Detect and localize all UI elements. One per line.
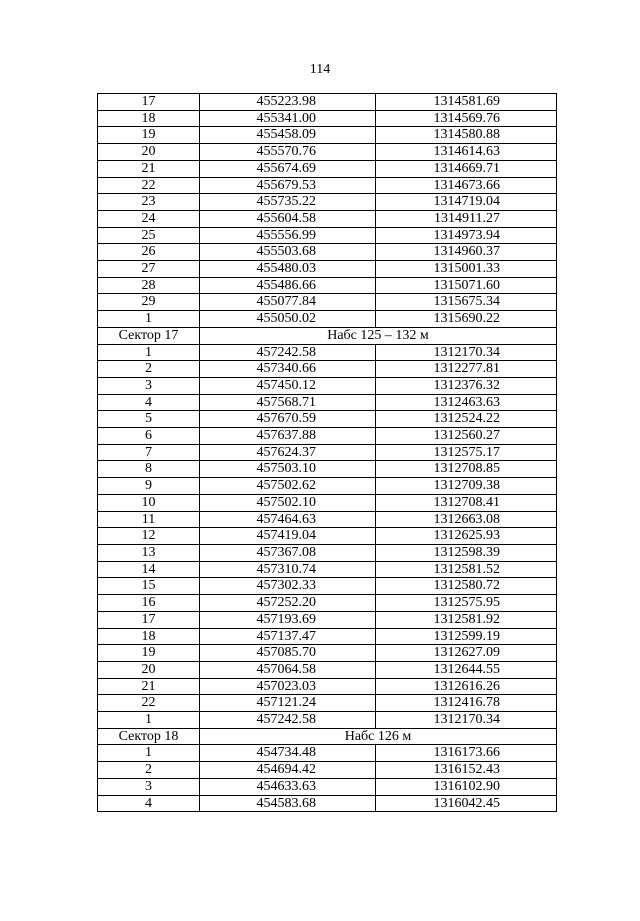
table-row	[98, 261, 557, 278]
point-number-cell: 22	[98, 177, 200, 194]
elevation-label: Набс 126 м	[200, 728, 557, 745]
point-number-cell: 2	[98, 361, 200, 378]
table-row	[98, 277, 557, 294]
x-coordinate-cell: 457340.66	[200, 361, 376, 378]
x-coordinate-cell: 457252.20	[200, 595, 376, 612]
point-number-cell: 15	[98, 578, 200, 595]
table-row	[98, 494, 557, 511]
table-row	[98, 611, 557, 628]
x-coordinate-cell: 455570.76	[200, 144, 376, 161]
point-number-cell: 6	[98, 428, 200, 445]
sector-header-row	[98, 728, 557, 745]
table-row	[98, 361, 557, 378]
x-coordinate-cell: 457242.58	[200, 344, 376, 361]
x-coordinate-cell: 455604.58	[200, 210, 376, 227]
y-coordinate-cell: 1312616.26	[376, 678, 557, 695]
table-row	[98, 227, 557, 244]
point-number-cell: 21	[98, 678, 200, 695]
point-number-cell: 4	[98, 795, 200, 812]
point-number-cell: 22	[98, 695, 200, 712]
x-coordinate-cell: 457310.74	[200, 561, 376, 578]
x-coordinate-cell: 457023.03	[200, 678, 376, 695]
x-coordinate-cell: 457302.33	[200, 578, 376, 595]
x-coordinate-cell: 455556.99	[200, 227, 376, 244]
coordinates-table	[97, 93, 557, 812]
table-row	[98, 411, 557, 428]
point-number-cell: 1	[98, 344, 200, 361]
x-coordinate-cell: 455223.98	[200, 94, 376, 111]
y-coordinate-cell: 1314669.71	[376, 160, 557, 177]
table-row	[98, 210, 557, 227]
y-coordinate-cell: 1314614.63	[376, 144, 557, 161]
table-row	[98, 377, 557, 394]
y-coordinate-cell: 1312599.19	[376, 628, 557, 645]
table-row	[98, 344, 557, 361]
x-coordinate-cell: 457367.08	[200, 544, 376, 561]
point-number-cell: 17	[98, 94, 200, 111]
y-coordinate-cell: 1312170.34	[376, 712, 557, 729]
x-coordinate-cell: 455050.02	[200, 311, 376, 328]
y-coordinate-cell: 1315001.33	[376, 261, 557, 278]
y-coordinate-cell: 1316173.66	[376, 745, 557, 762]
table-row	[98, 678, 557, 695]
x-coordinate-cell: 457624.37	[200, 444, 376, 461]
table-row	[98, 745, 557, 762]
x-coordinate-cell: 457085.70	[200, 645, 376, 662]
y-coordinate-cell: 1312644.55	[376, 661, 557, 678]
table-row	[98, 294, 557, 311]
table-row	[98, 461, 557, 478]
y-coordinate-cell: 1312627.09	[376, 645, 557, 662]
table-row	[98, 528, 557, 545]
point-number-cell: 16	[98, 595, 200, 612]
y-coordinate-cell: 1314719.04	[376, 194, 557, 211]
y-coordinate-cell: 1314911.27	[376, 210, 557, 227]
x-coordinate-cell: 455735.22	[200, 194, 376, 211]
table-row	[98, 127, 557, 144]
x-coordinate-cell: 457637.88	[200, 428, 376, 445]
point-number-cell: 19	[98, 645, 200, 662]
x-coordinate-cell: 457568.71	[200, 394, 376, 411]
table-row	[98, 762, 557, 779]
point-number-cell: 9	[98, 478, 200, 495]
y-coordinate-cell: 1312625.93	[376, 528, 557, 545]
sector-label: Сектор 18	[98, 728, 200, 745]
x-coordinate-cell: 454583.68	[200, 795, 376, 812]
point-number-cell: 8	[98, 461, 200, 478]
x-coordinate-cell: 457502.10	[200, 494, 376, 511]
x-coordinate-cell: 455077.84	[200, 294, 376, 311]
x-coordinate-cell: 455341.00	[200, 110, 376, 127]
y-coordinate-cell: 1312709.38	[376, 478, 557, 495]
x-coordinate-cell: 455679.53	[200, 177, 376, 194]
point-number-cell: 5	[98, 411, 200, 428]
table-row	[98, 628, 557, 645]
y-coordinate-cell: 1314960.37	[376, 244, 557, 261]
y-coordinate-cell: 1312708.85	[376, 461, 557, 478]
table-row	[98, 712, 557, 729]
y-coordinate-cell: 1312376.32	[376, 377, 557, 394]
point-number-cell: 20	[98, 144, 200, 161]
point-number-cell: 23	[98, 194, 200, 211]
x-coordinate-cell: 455458.09	[200, 127, 376, 144]
table-row	[98, 645, 557, 662]
table-row	[98, 595, 557, 612]
x-coordinate-cell: 455674.69	[200, 160, 376, 177]
y-coordinate-cell: 1316102.90	[376, 778, 557, 795]
x-coordinate-cell: 457419.04	[200, 528, 376, 545]
y-coordinate-cell: 1314581.69	[376, 94, 557, 111]
point-number-cell: 18	[98, 110, 200, 127]
point-number-cell: 29	[98, 294, 200, 311]
table-row	[98, 578, 557, 595]
y-coordinate-cell: 1312524.22	[376, 411, 557, 428]
x-coordinate-cell: 457193.69	[200, 611, 376, 628]
y-coordinate-cell: 1312575.17	[376, 444, 557, 461]
point-number-cell: 10	[98, 494, 200, 511]
elevation-label: Набс 125 – 132 м	[200, 327, 557, 344]
table-row	[98, 561, 557, 578]
table-row	[98, 160, 557, 177]
x-coordinate-cell: 457502.62	[200, 478, 376, 495]
point-number-cell: 7	[98, 444, 200, 461]
point-number-cell: 12	[98, 528, 200, 545]
sector-label: Сектор 17	[98, 327, 200, 344]
x-coordinate-cell: 454694.42	[200, 762, 376, 779]
y-coordinate-cell: 1314569.76	[376, 110, 557, 127]
sector-header-row	[98, 327, 557, 344]
y-coordinate-cell: 1312463.63	[376, 394, 557, 411]
y-coordinate-cell: 1314673.66	[376, 177, 557, 194]
table-row	[98, 144, 557, 161]
x-coordinate-cell: 455480.03	[200, 261, 376, 278]
point-number-cell: 2	[98, 762, 200, 779]
page-number: 114	[309, 62, 331, 77]
y-coordinate-cell: 1312581.92	[376, 611, 557, 628]
table-row	[98, 244, 557, 261]
point-number-cell: 3	[98, 377, 200, 394]
y-coordinate-cell: 1314580.88	[376, 127, 557, 144]
x-coordinate-cell: 457064.58	[200, 661, 376, 678]
y-coordinate-cell: 1315690.22	[376, 311, 557, 328]
y-coordinate-cell: 1312560.27	[376, 428, 557, 445]
table-row	[98, 478, 557, 495]
x-coordinate-cell: 455503.68	[200, 244, 376, 261]
table-row	[98, 194, 557, 211]
point-number-cell: 19	[98, 127, 200, 144]
y-coordinate-cell: 1312581.52	[376, 561, 557, 578]
table-row	[98, 661, 557, 678]
x-coordinate-cell: 455486.66	[200, 277, 376, 294]
point-number-cell: 25	[98, 227, 200, 244]
point-number-cell: 28	[98, 277, 200, 294]
y-coordinate-cell: 1312416.78	[376, 695, 557, 712]
table-row	[98, 394, 557, 411]
y-coordinate-cell: 1316152.43	[376, 762, 557, 779]
table-row	[98, 177, 557, 194]
point-number-cell: 27	[98, 261, 200, 278]
point-number-cell: 18	[98, 628, 200, 645]
y-coordinate-cell: 1315675.34	[376, 294, 557, 311]
point-number-cell: 14	[98, 561, 200, 578]
y-coordinate-cell: 1312277.81	[376, 361, 557, 378]
table-row	[98, 544, 557, 561]
y-coordinate-cell: 1312575.95	[376, 595, 557, 612]
table-row	[98, 94, 557, 111]
y-coordinate-cell: 1312663.08	[376, 511, 557, 528]
table-row	[98, 695, 557, 712]
point-number-cell: 20	[98, 661, 200, 678]
x-coordinate-cell: 457450.12	[200, 377, 376, 394]
y-coordinate-cell: 1316042.45	[376, 795, 557, 812]
point-number-cell: 1	[98, 311, 200, 328]
x-coordinate-cell: 457242.58	[200, 712, 376, 729]
point-number-cell: 1	[98, 712, 200, 729]
x-coordinate-cell: 457121.24	[200, 695, 376, 712]
point-number-cell: 11	[98, 511, 200, 528]
table-row	[98, 428, 557, 445]
point-number-cell: 4	[98, 394, 200, 411]
x-coordinate-cell: 454734.48	[200, 745, 376, 762]
point-number-cell: 3	[98, 778, 200, 795]
y-coordinate-cell: 1314973.94	[376, 227, 557, 244]
x-coordinate-cell: 457464.63	[200, 511, 376, 528]
x-coordinate-cell: 457137.47	[200, 628, 376, 645]
point-number-cell: 26	[98, 244, 200, 261]
table-row	[98, 795, 557, 812]
point-number-cell: 24	[98, 210, 200, 227]
y-coordinate-cell: 1312708.41	[376, 494, 557, 511]
x-coordinate-cell: 457670.59	[200, 411, 376, 428]
x-coordinate-cell: 454633.63	[200, 778, 376, 795]
table-row	[98, 778, 557, 795]
y-coordinate-cell: 1312598.39	[376, 544, 557, 561]
point-number-cell: 13	[98, 544, 200, 561]
y-coordinate-cell: 1312580.72	[376, 578, 557, 595]
point-number-cell: 1	[98, 745, 200, 762]
point-number-cell: 21	[98, 160, 200, 177]
point-number-cell: 17	[98, 611, 200, 628]
y-coordinate-cell: 1312170.34	[376, 344, 557, 361]
y-coordinate-cell: 1315071.60	[376, 277, 557, 294]
table-row	[98, 444, 557, 461]
x-coordinate-cell: 457503.10	[200, 461, 376, 478]
table-row	[98, 110, 557, 127]
table-row	[98, 311, 557, 328]
table-row	[98, 511, 557, 528]
